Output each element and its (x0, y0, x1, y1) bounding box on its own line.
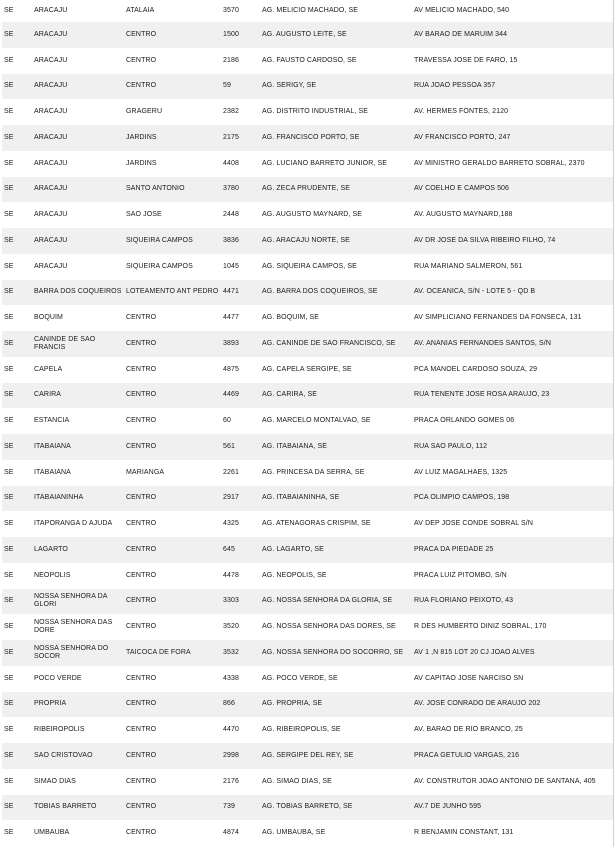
table-row (2, 305, 614, 331)
cell-bairro: CENTRO (126, 571, 157, 579)
cell-uf: SE (4, 442, 14, 450)
cell-agency: AG. NOSSA SENHORA DAS DORES, SE (262, 623, 396, 631)
table-row (2, 151, 614, 177)
cell-bairro: CENTRO (126, 442, 157, 450)
cell-agency: AG. FAUSTO CARDOSO, SE (262, 56, 357, 64)
cell-agency: AG. NOSSA SENHORA DO SOCORRO, SE (262, 648, 404, 656)
cell-city: SAO CRISTOVAO (34, 751, 93, 759)
table-row (2, 563, 614, 589)
cell-city: UMBAUBA (34, 829, 70, 837)
cell-address: AV 1 ,N 815 LOT 20 CJ JOAO ALVES (414, 648, 535, 656)
table-row (2, 202, 614, 228)
cell-city: ARACAJU (34, 133, 68, 141)
cell-agency: AG. SERGIPE DEL REY, SE (262, 751, 354, 759)
cell-uf: SE (4, 7, 14, 14)
cell-city: SIMAO DIAS (34, 777, 76, 785)
cell-bairro: TAICOCA DE FORA (126, 648, 191, 656)
cell-agency: AG. AUGUSTO MAYNARD, SE (262, 211, 363, 219)
cell-address: AV. BARAO DE RIO BRANCO, 25 (414, 726, 523, 734)
cell-city: ARACAJU (34, 211, 68, 219)
table-row (2, 640, 614, 666)
cell-agency: AG. PRINCESA DA SERRA, SE (262, 468, 365, 476)
cell-code: 4471 (223, 288, 239, 296)
cell-bairro: ATALAIA (126, 7, 155, 14)
cell-agency: AG. ITABAIANINHA, SE (262, 494, 340, 502)
cell-city: NOSSA SENHORA DA GLORI (34, 593, 108, 609)
cell-code: 2175 (223, 133, 239, 141)
cell-city: CANINDE DE SAO FRANCIS (34, 335, 96, 351)
cell-bairro: CENTRO (126, 520, 157, 528)
cell-city: ITABAIANINHA (34, 494, 84, 502)
cell-code: 3303 (223, 597, 239, 605)
cell-uf: SE (4, 726, 14, 734)
cell-agency: AG. ARACAJU NORTE, SE (262, 236, 350, 244)
cell-uf: SE (4, 30, 14, 38)
cell-code: 2448 (223, 211, 239, 219)
cell-city: RIBEIROPOLIS (34, 726, 85, 734)
table-row (2, 408, 614, 434)
cell-bairro: CENTRO (126, 751, 157, 759)
cell-address: AV LUIZ MAGALHAES, 1325 (414, 468, 508, 476)
cell-address: RUA FLORIANO PEIXOTO, 43 (414, 597, 514, 605)
cell-uf: SE (4, 288, 14, 296)
cell-agency: AG. DISTRITO INDUSTRIAL, SE (262, 108, 369, 116)
cell-address: PCA OLIMPIO CAMPOS, 198 (414, 494, 510, 502)
table-row (2, 769, 614, 795)
table-row (2, 125, 614, 151)
cell-agency: AG. LUCIANO BARRETO JUNIOR, SE (262, 159, 388, 167)
cell-code: 2998 (223, 751, 239, 759)
cell-address: RUA JOAO PESSOA 357 (414, 82, 496, 90)
cell-city: ARACAJU (34, 236, 68, 244)
table-row (2, 460, 614, 486)
cell-code: 4469 (223, 391, 239, 399)
cell-bairro: CENTRO (126, 314, 157, 322)
cell-agency: AG. ZECA PRUDENTE, SE (262, 185, 351, 193)
cell-bairro: LOTEAMENTO ANT PEDRO (126, 288, 219, 296)
cell-bairro: CENTRO (126, 700, 157, 708)
cell-code: 645 (223, 545, 235, 553)
cell-uf: SE (4, 545, 14, 553)
cell-city: NEOPOLIS (34, 571, 71, 579)
cell-bairro: JARDINS (126, 159, 157, 167)
table-row (2, 177, 614, 203)
cell-uf: SE (4, 365, 14, 373)
cell-city: ARACAJU (34, 56, 68, 64)
cell-city: ARACAJU (34, 82, 68, 90)
cell-code: 4478 (223, 571, 239, 579)
cell-agency: AG. BARRA DOS COQUEIROS, SE (262, 288, 378, 296)
cell-code: 3520 (223, 623, 239, 631)
table-row (2, 0, 614, 22)
cell-bairro: CENTRO (126, 30, 157, 38)
cell-bairro: CENTRO (126, 417, 157, 425)
cell-address: AV FRANCISCO PORTO, 247 (414, 133, 511, 141)
cell-address: AV CAPITAO JOSE NARCISO SN (414, 674, 524, 682)
cell-bairro: CENTRO (126, 494, 157, 502)
branch-table-body (2, 0, 614, 846)
cell-city: POCO VERDE (34, 674, 82, 682)
cell-uf: SE (4, 391, 14, 399)
table-row (2, 692, 614, 718)
table-row (2, 254, 614, 280)
cell-bairro: CENTRO (126, 674, 157, 682)
cell-uf: SE (4, 623, 14, 631)
cell-address: PCA MANOEL CARDOSO SOUZA, 29 (414, 365, 538, 373)
cell-city: CARIRA (34, 391, 62, 399)
cell-code: 561 (223, 442, 235, 450)
cell-agency: AG. NOSSA SENHORA DA GLORIA, SE (262, 597, 393, 605)
cell-address: AV. ANANIAS FERNANDES SANTOS, S/N (414, 339, 551, 347)
table-row (2, 48, 614, 74)
cell-uf: SE (4, 82, 14, 90)
table-row (2, 795, 614, 821)
table-row (2, 434, 614, 460)
cell-code: 866 (223, 700, 235, 708)
cell-bairro: MARIANGA (126, 468, 165, 476)
cell-agency: AG. SIQUEIRA CAMPOS, SE (262, 262, 357, 270)
cell-code: 2261 (223, 468, 239, 476)
cell-city: BOQUIM (34, 314, 63, 322)
cell-bairro: SANTO ANTONIO (126, 185, 185, 193)
cell-address: AV. OCEANICA, S/N - LOTE 5 - QD B (414, 288, 536, 296)
cell-agency: AG. NEOPOLIS, SE (262, 571, 327, 579)
cell-uf: SE (4, 829, 14, 837)
cell-uf: SE (4, 571, 14, 579)
cell-bairro: GRAGERU (126, 108, 163, 116)
table-row (2, 357, 614, 383)
cell-agency: AG. MARCELO MONTALVAO, SE (262, 417, 371, 425)
cell-bairro: CENTRO (126, 597, 157, 605)
cell-address: PRACA ORLANDO GOMES 06 (414, 417, 515, 425)
table-row (2, 589, 614, 615)
cell-code: 60 (223, 417, 231, 425)
cell-code: 2382 (223, 108, 239, 116)
cell-uf: SE (4, 777, 14, 785)
table-row (2, 666, 614, 692)
cell-agency: AG. POCO VERDE, SE (262, 674, 338, 682)
cell-agency: AG. SERIGY, SE (262, 82, 317, 90)
cell-city: ESTANCIA (34, 417, 70, 425)
cell-address: AV. CONSTRUTOR JOAO ANTONIO DE SANTANA, 405 (414, 777, 596, 785)
table-row (2, 74, 614, 100)
cell-address: AV BARAO DE MARUIM 344 (414, 30, 508, 38)
cell-code: 4874 (223, 829, 239, 837)
cell-address: AV MELICIO MACHADO, 540 (414, 7, 510, 14)
cell-code: 1500 (223, 30, 239, 38)
cell-bairro: JARDINS (126, 133, 157, 141)
cell-code: 3570 (223, 7, 239, 14)
cell-address: PRACA GETULIO VARGAS, 216 (414, 751, 520, 759)
cell-agency: AG. BOQUIM, SE (262, 314, 320, 322)
cell-bairro: CENTRO (126, 365, 157, 373)
cell-city: ARACAJU (34, 7, 68, 14)
cell-bairro: CENTRO (126, 339, 157, 347)
cell-code: 3836 (223, 236, 239, 244)
table-row (2, 486, 614, 512)
cell-bairro: SAO JOSE (126, 211, 162, 219)
cell-bairro: CENTRO (126, 829, 157, 837)
cell-agency: AG. LAGARTO, SE (262, 545, 324, 553)
cell-uf: SE (4, 674, 14, 682)
table-row (2, 99, 614, 125)
cell-bairro: SIQUEIRA CAMPOS (126, 236, 193, 244)
cell-agency: AG. SIMAO DIAS, SE (262, 777, 332, 785)
cell-code: 3780 (223, 185, 239, 193)
cell-bairro: CENTRO (126, 726, 157, 734)
cell-address: R DES HUMBERTO DINIZ SOBRAL, 170 (414, 623, 547, 631)
cell-uf: SE (4, 468, 14, 476)
cell-code: 4477 (223, 314, 239, 322)
cell-city: BARRA DOS COQUEIROS (34, 288, 122, 296)
cell-uf: SE (4, 700, 14, 708)
page-edge-divider (613, 0, 614, 847)
cell-city: CAPELA (34, 365, 63, 373)
cell-uf: SE (4, 133, 14, 141)
cell-agency: AG. RIBEIROPOLIS, SE (262, 726, 341, 734)
cell-city: ARACAJU (34, 159, 68, 167)
table-row (2, 228, 614, 254)
table-row (2, 537, 614, 563)
cell-address: AV.7 DE JUNHO 595 (414, 803, 482, 811)
cell-code: 59 (223, 82, 231, 90)
cell-address: AV. HERMES FONTES, 2120 (414, 108, 509, 116)
cell-address: AV. AUGUSTO MAYNARD,188 (414, 211, 513, 219)
cell-agency: AG. TOBIAS BARRETO, SE (262, 803, 353, 811)
cell-code: 2917 (223, 494, 239, 502)
cell-agency: AG. CAPELA SERGIPE, SE (262, 365, 352, 373)
cell-city: NOSSA SENHORA DO SOCOR (34, 644, 109, 660)
cell-address: AV COELHO E CAMPOS 506 (414, 185, 510, 193)
cell-code: 4470 (223, 726, 239, 734)
cell-code: 4875 (223, 365, 239, 373)
cell-code: 4325 (223, 520, 239, 528)
cell-agency: AG. MELICIO MACHADO, SE (262, 7, 359, 14)
branch-table (2, 0, 614, 846)
cell-uf: SE (4, 751, 14, 759)
cell-uf: SE (4, 597, 14, 605)
cell-address: RUA TENENTE JOSE ROSA ARAUJO, 23 (414, 391, 550, 399)
cell-city: ITAPORANGA D AJUDA (34, 520, 113, 528)
table-row (2, 331, 614, 357)
cell-city: TOBIAS BARRETO (34, 803, 97, 811)
cell-city: NOSSA SENHORA DAS DORE (34, 619, 113, 635)
cell-address: AV DEP JOSE CONDE SOBRAL S/N (414, 520, 533, 528)
cell-address: AV SIMPLICIANO FERNANDES DA FONSECA, 131 (414, 314, 582, 322)
cell-city: ITABAIANA (34, 442, 71, 450)
cell-uf: SE (4, 262, 14, 270)
cell-uf: SE (4, 339, 14, 347)
table-row (2, 614, 614, 640)
table-row (2, 383, 614, 409)
cell-address: R BENJAMIN CONSTANT, 131 (414, 829, 514, 837)
cell-code: 1045 (223, 262, 239, 270)
cell-address: PRACA DA PIEDADE 25 (414, 545, 494, 553)
cell-code: 739 (223, 803, 235, 811)
cell-agency: AG. UMBAUBA, SE (262, 829, 326, 837)
table-row (2, 511, 614, 537)
cell-uf: SE (4, 211, 14, 219)
cell-uf: SE (4, 803, 14, 811)
cell-bairro: CENTRO (126, 82, 157, 90)
cell-code: 2186 (223, 56, 239, 64)
cell-bairro: SIQUEIRA CAMPOS (126, 262, 193, 270)
cell-bairro: CENTRO (126, 545, 157, 553)
cell-agency: AG. CARIRA, SE (262, 391, 318, 399)
cell-address: AV. JOSE CONRADO DE ARAUJO 202 (414, 700, 541, 708)
cell-uf: SE (4, 417, 14, 425)
cell-bairro: CENTRO (126, 623, 157, 631)
cell-bairro: CENTRO (126, 803, 157, 811)
cell-uf: SE (4, 314, 14, 322)
table-row (2, 743, 614, 769)
cell-uf: SE (4, 494, 14, 502)
cell-city: ARACAJU (34, 30, 68, 38)
cell-agency: AG. ATENAGORAS CRISPIM, SE (262, 520, 371, 528)
table-row (2, 717, 614, 743)
cell-agency: AG. FRANCISCO PORTO, SE (262, 133, 360, 141)
cell-city: ARACAJU (34, 185, 68, 193)
cell-address: RUA SAO PAULO, 112 (414, 442, 488, 450)
cell-agency: AG. PROPRIA, SE (262, 700, 323, 708)
cell-uf: SE (4, 56, 14, 64)
cell-uf: SE (4, 108, 14, 116)
cell-uf: SE (4, 520, 14, 528)
cell-city: ARACAJU (34, 108, 68, 116)
cell-address: AV MINISTRO GERALDO BARRETO SOBRAL, 2370 (414, 159, 585, 167)
cell-uf: SE (4, 648, 14, 656)
cell-city: ARACAJU (34, 262, 68, 270)
table-row (2, 280, 614, 306)
cell-uf: SE (4, 236, 14, 244)
cell-agency: AG. ITABAIANA, SE (262, 442, 327, 450)
cell-address: RUA MARIANO SALMERON, 561 (414, 262, 523, 270)
table-row (2, 820, 614, 846)
cell-code: 3532 (223, 648, 239, 656)
cell-bairro: CENTRO (126, 56, 157, 64)
cell-code: 4408 (223, 159, 239, 167)
cell-code: 3893 (223, 339, 239, 347)
cell-bairro: CENTRO (126, 391, 157, 399)
cell-address: PRACA LUIZ PITOMBO, S/N (414, 571, 507, 579)
cell-uf: SE (4, 159, 14, 167)
cell-address: AV DR JOSE DA SILVA RIBEIRO FILHO, 74 (414, 236, 556, 244)
cell-code: 4338 (223, 674, 239, 682)
table-row (2, 22, 614, 48)
cell-address: TRAVESSA JOSE DE FARO, 15 (414, 56, 518, 64)
cell-agency: AG. CANINDE DE SAO FRANCISCO, SE (262, 339, 396, 347)
cell-city: LAGARTO (34, 545, 68, 553)
cell-city: ITABAIANA (34, 468, 71, 476)
cell-city: PROPRIA (34, 700, 67, 708)
cell-uf: SE (4, 185, 14, 193)
cell-bairro: CENTRO (126, 777, 157, 785)
cell-agency: AG. AUGUSTO LEITE, SE (262, 30, 347, 38)
cell-code: 2176 (223, 777, 239, 785)
